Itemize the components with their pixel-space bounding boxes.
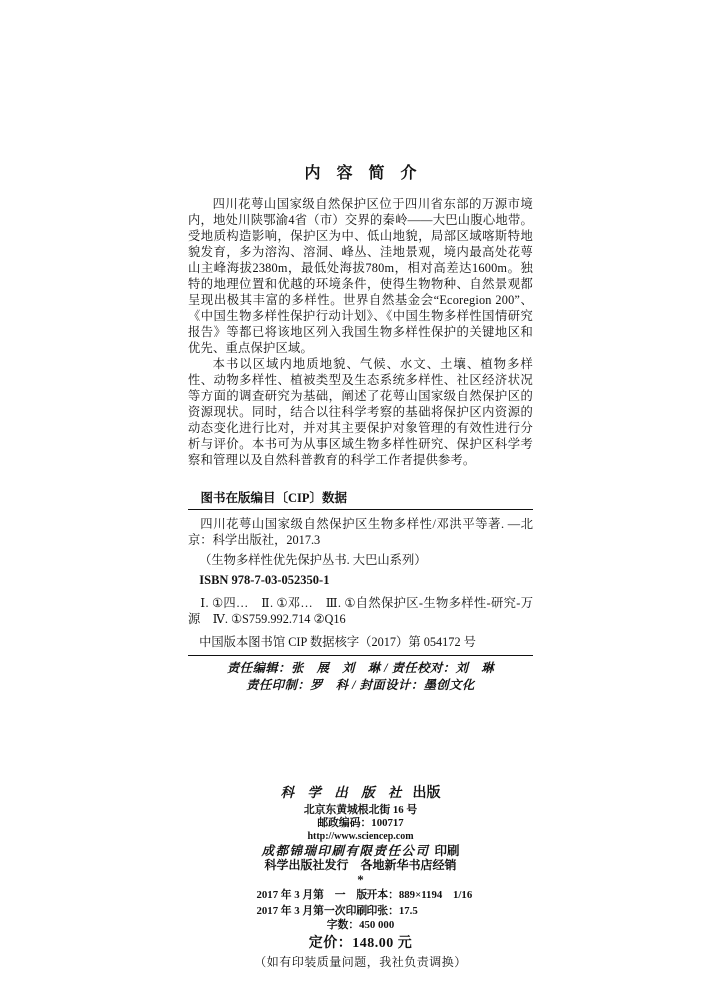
printer-line xyxy=(188,844,533,858)
price: 定价：148.00 元 xyxy=(308,936,413,951)
impression-date: 2017 年 3 月第一次印刷 xyxy=(256,904,368,917)
word-count: 字数：450 000 xyxy=(326,919,395,931)
edition-row xyxy=(188,889,533,903)
staff-credits xyxy=(188,660,533,694)
printer-name-script: 成都锦瑞印刷有限责任公司 xyxy=(261,844,430,858)
intro-paragraph-1: 四川花萼山国家级自然保护区位于四川省东部的万源市境内，地处川陕鄂渝4省（市）交界的秦岭——大巴山腹心地带。受地质构造影响，保护区为中、低山地貌，局部区域喀斯特地貌发育，多为溶沟、溶洞、峰丛、洼地景观，境内最高处花萼山主峰海拔2380m，最低处海拔780m，相对高差达1600m。独特的地理位置和优越的环境条件，使得生物物种、自然景观都呈现出极其丰富的多样性。世界自然基金会“Ecoregion 200”、《中国生物多样性保护行动计划》、《中国生物多样性国情研究报告》等都已将该地区列入我国生物多样性保护的关键地区和优先、重点保护区域。 xyxy=(188,197,533,355)
sheet-count: 印张：17.5 xyxy=(366,904,418,917)
quality-notice: （如有印装质量问题，我社负责调换） xyxy=(254,955,467,969)
press-address: 北京东黄城根北街 16 号 xyxy=(303,804,418,816)
isbn-number: ISBN 978-7-03-052350-1 xyxy=(199,573,330,587)
printer-suffix: 印刷 xyxy=(434,844,460,858)
cip-entry: 四川花萼山国家级自然保护区生物多样性/邓洪平等著. —北京：科学出版社，2017.3 xyxy=(188,517,533,547)
credits-printing-design: 责任印制：罗 科 / 封面设计：墨创文化 xyxy=(246,678,475,692)
press-name-script: 科 学 出 版 社 xyxy=(280,785,407,800)
cip-data-block xyxy=(188,490,533,656)
edition-date: 2017 年 3 月第 一 版 xyxy=(256,889,368,901)
format-spec: 开本：889×1194 1/16 xyxy=(366,889,473,901)
credits-editors: 责任编辑：张 展 刘 琳 / 责任校对：刘 琳 xyxy=(226,661,494,675)
page-title: 内 容 简 介 xyxy=(304,165,417,182)
press-website: http://www.sciencep.com xyxy=(307,831,414,842)
press-postcode: 邮政编码：100717 xyxy=(317,817,404,829)
cip-bottom-rule xyxy=(188,655,533,656)
publisher-colophon xyxy=(188,784,533,970)
press-suffix: 出版 xyxy=(412,786,441,801)
distribution-line: 科学出版社发行 各地新华书店经销 xyxy=(264,858,457,872)
cip-registry-number: 中国版本图书馆 CIP 数据核字（2017）第 054172 号 xyxy=(199,635,476,649)
cip-series: （生物多样性优先保护丛书. 大巴山系列） xyxy=(199,553,427,567)
impression-row xyxy=(188,905,533,919)
intro-paragraph-2: 本书以区域内地质地貌、气候、水文、土壤、植物多样性、动物多样性、植被类型及生态系统多样性、社区经济状况等方面的调查研究为基础，阐述了花萼山国家级自然保护区的资源现状。同时，结合以往科学考察的基础将保护区内资源的动态变化进行比对，并对其主要保护对象管理的有效性进行分析与评价。本书可为从事区域生物多样性研究、保护区科学考察和管理以及自然科普教育的科学工作者提供参考。 xyxy=(188,357,533,467)
cip-top-rule xyxy=(188,509,533,510)
cip-header: 图书在版编目〔CIP〕数据 xyxy=(200,491,348,505)
page-content-column xyxy=(188,164,533,970)
asterisk-separator: * xyxy=(357,872,364,887)
cip-classification: Ⅰ. ①四… Ⅱ. ①邓… Ⅲ. ①自然保护区-生物多样性-研究-万源 Ⅳ. ①S759.992.714 ②Q16 xyxy=(188,596,533,626)
press-line xyxy=(188,784,533,803)
